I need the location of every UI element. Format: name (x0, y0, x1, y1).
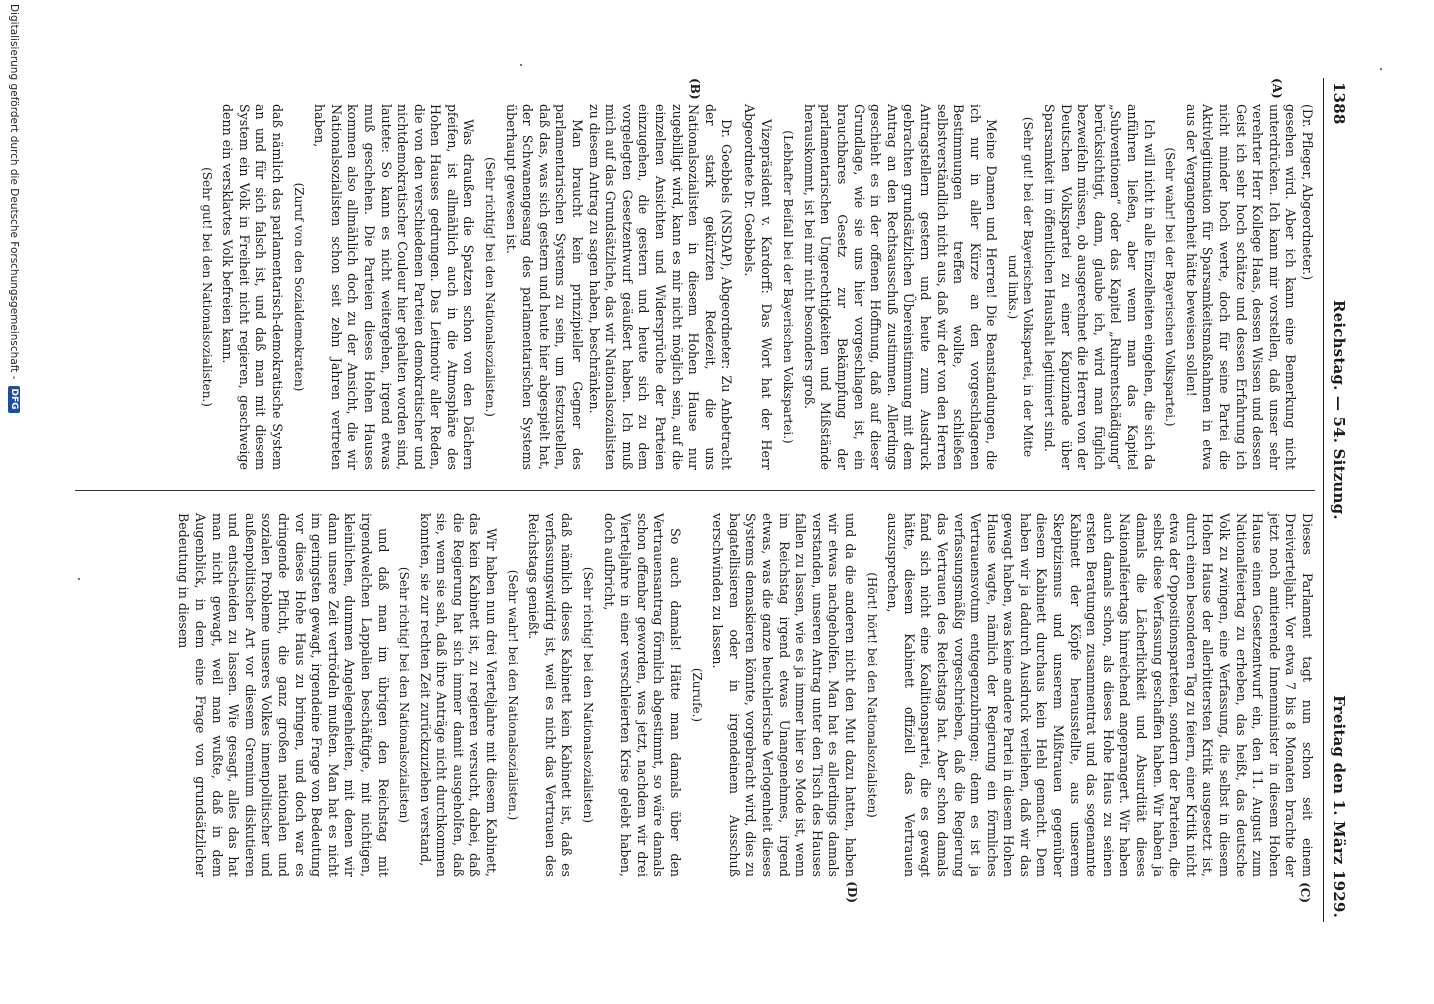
page-header (1326, 78, 1348, 922)
footer-credit: Digitalisierung gefördert durch die Deutsche Forschungsgemeinschaft - (8, 4, 20, 380)
paragraph: Meine Damen und Herren! Die Beanstandungen, die ich nur in aller Kürze an den vorgeschlagenen Bestimmungen treffen wollte, schließen selbstverständlich nicht aus, daß wir der von den Herren Antragstellern gestern und heute zum Ausdruck gebrachten grundsätzlichen Übereinstimmung mit dem Antrag an den Rechtsausschuß zustimmen. Allerdings geschieht es in der offenen Hoffnung, daß auf dieser Grundlage, wie sie uns hier vorgeschlagen ist, ein brauchbares Gesetz zur Bekämpfung der parlamentarischen Ungerechtigkeiten und Mißstände herauskommt, ist bei mir nicht besonders groß. (801, 104, 1000, 470)
paragraph: Man braucht kein prinzipieller Gegner des parlamentarischen Systems zu sein, um festzustellen, daß das, was sich gestern und heute hier abgespielt hat, der Schwanengesang des parlamentarischen Systems überhaupt gewesen ist. (503, 104, 586, 470)
interjection: (Sehr richtig! bei den Nationalsozialisten.) (483, 157, 498, 417)
interjection: (Zuruf von den Sozialdemokraten) (291, 182, 306, 392)
paragraph: Wir haben nun drei Vierteljahre mit diesem Kabinett, das kein Kabinett ist, zu regieren versucht, dabei, daß die Regierung hat sich immer damit ausgeholfen, daß sie, wenn sie sah, daß ihre Anträge nicht durchkommen konnten, sie zur rechten Zeit zurückzuziehen verstand, (417, 513, 500, 877)
interjection: (Sehr wahr! bei der Bayerischen Volkspartei.) (1163, 147, 1178, 427)
interjection: (Sehr gut! bei der Bayerischen Volkspartei, in der Mitte und links.) (1005, 116, 1036, 458)
interjection: (Sehr richtig! bei den Nationalsozialisten) (581, 566, 596, 824)
interjection: (Zurufe.) (689, 667, 704, 723)
page-title: Reichstag. — 54. Sitzung. (1330, 299, 1348, 520)
scan-speck (520, 64, 522, 66)
interjection: (Sehr richtig! bei den Nationalsozialisten) (397, 566, 412, 824)
margin-mark-c: (C) (1298, 882, 1312, 903)
paragraph: und da die anderen nicht den Mut dazu hatten, haben wir etwas nachgeholfen. Man hat es allerdings damals verstanden, unseren Antrag unter den Tisch des Hauses fallen zu lassen, wie es ja immer hier so Mode ist, wenn im Reichstag irgend etwas Unangenehmes, irgend etwas, was die ganze heuchlerische Verlogenheit dieses Systems demaskieren könnte, vorgebracht wird, dies zu bagatellisieren oder in irgendeinem Ausschuß verschwinden zu lassen. (710, 513, 858, 877)
page-footer (8, 0, 20, 1004)
scan-speck (78, 578, 80, 580)
dfg-logo: DFG (8, 386, 20, 413)
page-number: 1388 (1330, 82, 1348, 125)
right-column (75, 493, 1315, 903)
paragraph: Was draußen die Spatzen schon von den Dächern pfeifen, ist allmählich auch in die Atmosphäre des Hohen Hauses gedrungen. Das Leitmotiv aller Reden, die von den verschiedenen Parteien demokratischer und nichtdemokratischer Couleur hier gehalten worden sind, lautete: So kann es nicht weitergehen, irgend etwas muß geschehen. Die Parteien dieses Hohen Hauses kommen also allmählich doch zu der Ansicht, die wir Nationalsozialisten schon seit zehn Jahren vertreten haben, (312, 104, 477, 470)
paragraph: (Dr. Pfleger, Abgeordneter.) (1300, 104, 1315, 281)
margin-mark-b: (B) (688, 78, 702, 100)
paragraph: Vizepräsident v. Kardorff: Das Wort hat der Herr Abgeordnete Dr. Goebbels. (742, 104, 774, 470)
interjection: (Sehr wahr! bei den Nationalsozialisten.) (505, 569, 520, 821)
paragraph: und daß man im übrigen den Reichstag mit irgendwelchen Lappalien beschäftigte, mit nichtigen, kleinlichen, dummen Angelegenheiten, mit denen wir dann unsere Zeit vertrödeln mußten. Man hat es nicht im geringsten gewagt, irgendeine Frage von Bedeutung vor dieses Hohe Haus zu bringen, und doch war es dringende Pflicht, die ganz großen nationalen und sozialen Probleme unseres Volkes innenpolitischer und außenpolitischer Art vor diesem Gremium diskutieren und entscheiden zu lassen. Wie gesagt, alles das hat man nicht gewagt, weil man wußte, daß in dem Augenblick, in dem eine Frage von grundsätzlicher Bedeutung in diesem (176, 513, 391, 877)
paragraph: So auch damals! Hätte man damals über den Vertrauensantrag förmlich abgestimmt, so wäre damals schon offenbar geworden, was jetzt, nachdem wir drei Vierteljahre in einer verschleierten Krise gelebt haben, doch aufbricht, (601, 513, 684, 877)
header-rule (1323, 78, 1324, 922)
paragraph: daß nämlich dieses Kabinett kein Kabinett ist, daß es verfassungswidrig ist, weil es nicht das Vertrauen des Reichstags genießt. (526, 513, 575, 877)
paragraph: Dieses Parlament tagt nun schon seit einem Dreivierteljahr. Vor etwa 7 bis 8 Monaten brachte der jetzt noch amtierende Innenminister in diesem Hohen Hause einen Gesetzentwurf ein, den 11. August zum Nationalfeiertag zu erheben, das heißt, das deutsche Volk zu zwingen, eine Verfassung, die selbst in diesem Hohen Hause der allerbittersten Kritik ausgesetzt ist, durch einen besonderen Tag zu feiern, einer Kritik nicht etwa der Oppositionsparteien, sondern der Parteien, die selbst diese Verfassung geschaffen haben. Wir haben ja damals die Lächerlichkeit und Absurdität dieses Nationalfeiertags hinreichend angeprangert. Wir haben auch damals schon, als dieses Hohe Haus zu seinen ersten Beratungen zusammentrat und das sogenannte Kabinett der Köpfe herausstellte, aus unserem Skeptizismus und unserem Mißtrauen gegenüber diesem Kabinett durchaus kein Hehl gemacht. Dem haben wir ja dadurch Ausdruck verliehen, daß wir das gewagt haben, was keine andere Partei in diesem Hohen Hause wagte, nämlich der Regierung ein förmliches Vertrauensvotum entgegenzubringen; denn es ist ja verfassungsmäßig vorgeschrieben, daß die Regierung das Vertrauen des Reichstags hat. Aber schon damals fand sich nicht eine Koalitionspartei, die es gewagt hätte, diesem Kabinett offiziell das Vertrauen auszusprechen, (885, 513, 1315, 877)
column-divider (75, 490, 1315, 491)
margin-mark-a: (A) (1270, 78, 1284, 99)
left-column (75, 78, 1315, 488)
interjection: (Sehr gut! bei den Nationalsozialisten.) (199, 167, 214, 407)
paragraph: gesehen wird. Aber ich kann eine Bemerkung nicht unterdrücken. Ich kann mir vorstellen, daß unser sehr verehrter Herr Kollege Haas, dessen Wissen und dessen Geist ich sehr hoch schätze und dessen Erfahrung ich nicht minder hoch werte, doch für seine Partei die Aktivlegitimation für Sparsamkeitsmaßnahmen in etwa aus der Vergangenheit hätte beweisen sollen! (1183, 104, 1299, 470)
paragraph: Dr. Goebbels (NSDAP), Abgeordneter: Zu Anbetracht der stark gekürzten Redezeit, die uns Nationalsozialisten in diesem Hohen Hause nur zugebilligt wird, kann es mir nicht möglich sein, auf die einzelnen Ansichten und Widersprüche der Parteien einzugehen, die gestern und heute sich zu dem vorgelegten Gesetzentwurf geäußert haben. Ich muß mich auf das Grundsätzliche, das wir Nationalsozialisten zu diesem Antrag zu sagen haben, beschränken. (586, 104, 735, 470)
paragraph: daß nämlich das parlamentarisch-demokratische System an und für sich falsch ist, und daß man mit diesem System ein Volk in Freiheit nicht regieren, geschweige denn ein versklavtes Volk befreien kann. (220, 104, 285, 470)
text-columns (75, 78, 1315, 922)
interjection: (Hört! hört! bei den Nationalsozialisten) (864, 572, 879, 818)
page-date: Freitag den 1. März 1929. (1330, 695, 1348, 918)
interjection: (Lebhafter Beifall bei der Bayerischen Volkspartei.) (781, 130, 796, 444)
paragraph: Ich will nicht in alle Einzelheiten eingehen, die sich da anführen ließen, aber wenn man das Kapitel „Subventionen“ oder das Kapitel „Ruhrentschädigung“ berücksichtigt, dann, glaube ich, wird man füglich bezweifeln müssen, ob ausgerechnet die Herren von der Deutschen Volkspartei zu einer Kapuzinade über Sparsamkeit im öffentlichen Haushalt legitimiert sind. (1042, 104, 1157, 470)
margin-mark-d: (D) (845, 881, 859, 903)
scan-speck (1380, 68, 1382, 70)
